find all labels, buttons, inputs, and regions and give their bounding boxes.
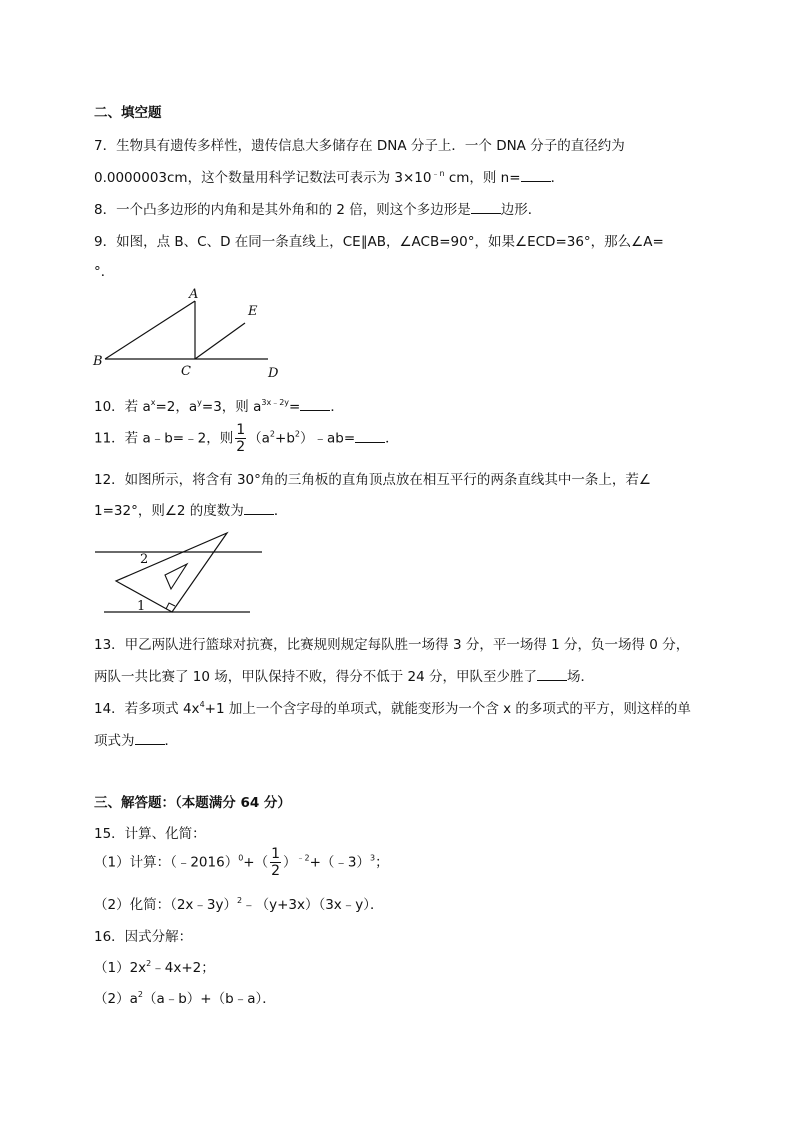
section-title-fill-in: 二、填空题 [94,105,162,121]
label-angle-2: 2 [140,552,149,567]
q15-part2: （2）化简：（2x﹣3y）$^2$﹣（y+3x）（3x﹣y）． [94,896,384,913]
answer-blank [135,743,165,745]
answer-blank [355,441,385,443]
answer-blank [244,513,274,515]
q11-line: 11．若 a﹣b=﹣2，则 $\frac{1}{2}$ $(a^2+b^2)﹣ab=$ ． [94,422,399,455]
label-d: D [268,366,279,380]
q9-figure [88,285,288,380]
q16-title: 16．因式分解： [94,929,193,945]
q10-line: 10．若 $a^x=2$，$a^y=3$，则 $a^{3x﹣2y}=$ ． [94,398,344,415]
answer-blank [300,409,330,411]
q15-title: 15．计算、化简： [94,826,206,842]
label-e: E [248,304,258,319]
q15-part1: （1）计算：（﹣2016）$^0$+（ $\frac{1}{2}$ ）$^{﹣2}$+（﹣3）$^3$； [94,846,389,879]
q14-line1: 14．若多项式 $4x^4+1$ 加上一个含字母的单项式，就能变形为一个含 x 的多项式的平方，则这样的单 [94,700,691,717]
q8-line: 8．一个凸多边形的内角和是其外角和的 2 倍，则这个多边形是 边形． [94,202,542,218]
q12-line1: 12．如图所示，将含有 30°角的三角板的直角顶点放在相互平行的两条直线其中一条上，若∠ [94,472,651,488]
label-angle-1: 1 [137,599,146,614]
q16-part2: $(2)a^2(a﹣b)+(b﹣a)$． [94,990,276,1007]
q9-line1: 9．如图，点 B、C、D 在同一条直线上，CE∥AB，∠ACB=90°，如果∠ECD=36°，那么∠A= [94,234,664,250]
q13-line1: 13．甲乙两队进行篮球对抗赛，比赛规则规定每队胜一场得 3 分，平一场得 1 分，负一场得 0 分， [94,637,690,653]
q9-line2: °． [94,264,115,280]
q13-line2: 两队一共比赛了 10 场，甲队保持不败，得分不低于 24 分，甲队至少胜了 场． [94,669,595,685]
section-title-answers: 三、解答题：（本题满分 64 分） [94,795,291,811]
q14-line2: 项式为 ． [94,733,178,749]
label-b: B [93,354,103,369]
label-c: C [181,364,191,379]
fraction-half: $\frac{1}{2}$ [271,846,281,879]
label-a: A [189,287,199,302]
q7-line1: 7．生物具有遗传多样性，遗传信息大多储存在 DNA 分子上．一个 DNA 分子的直径约为 [94,138,625,154]
answer-blank [521,180,551,182]
q7-line2: 0.0000003cm，这个数量用科学记数法可表示为 $3\times 10^{﹣n}$ cm，则 n= ． [94,169,565,186]
answer-blank [471,212,501,214]
q16-part1: $(1)2x^2﹣4x+2$； [94,959,215,976]
q12-line2: 1=32°，则∠2 的度数为 ． [94,503,288,519]
answer-blank [537,679,567,681]
q12-figure [90,527,265,619]
fraction-half: $\frac{1}{2}$ [236,422,246,455]
